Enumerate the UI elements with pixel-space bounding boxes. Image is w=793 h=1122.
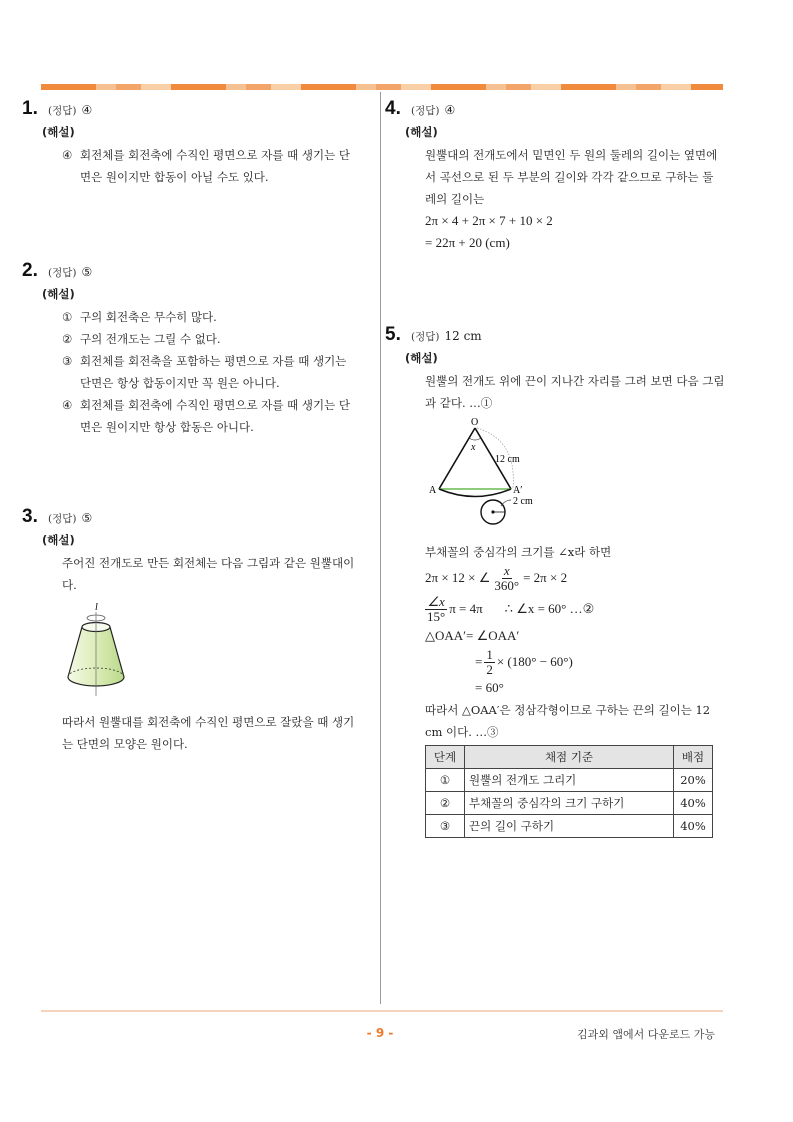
- explanation-text: 부채꼴의 중심각의 크기를 ∠x라 하면: [425, 545, 612, 559]
- table-row: ③ 끈의 길이 구하기 40%: [426, 815, 713, 838]
- explanation-text: 따라서 원뿔대를 회전축에 수직인 평면으로 잘랐을 때 생기는 단면의 모양은 원이다.: [62, 715, 355, 751]
- problem-number: 1.: [22, 98, 38, 119]
- svg-text:A: A: [429, 485, 437, 496]
- explanation-label: (해설): [405, 351, 438, 365]
- explanation-item: ④ 회전체를 회전축에 수직인 평면으로 자를 때 생기는 단면은 원이지만 항상 합동은 아니다.: [62, 398, 350, 434]
- cone-net-figure: [425, 414, 725, 539]
- answer-label: (정답): [411, 105, 440, 117]
- svg-text:x: x: [471, 442, 476, 453]
- explanation-item: ④ 회전체를 회전축에 수직인 평면으로 자를 때 생기는 단면은 원이지만 합동이 아닐 수도 있다.: [62, 148, 350, 184]
- scoring-table: [425, 745, 713, 838]
- explanation-label: (해설): [42, 287, 75, 301]
- answer-label: (정답): [411, 331, 440, 343]
- problem-2: [22, 260, 372, 438]
- table-header-row: 단계 채점 기준 배점: [426, 746, 713, 769]
- svg-text:A′: A′: [513, 485, 523, 496]
- footer-note: 김과외 앱에서 다운로드 가능: [576, 1028, 715, 1041]
- problem-1: [22, 98, 372, 188]
- truncated-cone-figure: [62, 600, 360, 705]
- explanation-item: ② 구의 전개도는 그릴 수 없다.: [62, 332, 221, 346]
- answer-value: ⑤: [81, 511, 93, 525]
- page-number: - 9 -: [366, 1026, 394, 1040]
- problem-number: 5.: [385, 324, 401, 345]
- answer-label: (정답): [48, 105, 77, 117]
- problem-number: 2.: [22, 260, 38, 281]
- equation: △OAA′= ∠OAA′: [425, 628, 520, 643]
- svg-text:O: O: [471, 417, 479, 428]
- answer-label: (정답): [48, 513, 77, 525]
- table-row: ① 원뿔의 전개도 그리기 20%: [426, 769, 713, 792]
- svg-text:2 cm: 2 cm: [513, 496, 533, 507]
- equation: = 60°: [475, 680, 504, 695]
- svg-text:12 cm: 12 cm: [495, 454, 520, 465]
- column-divider: [380, 92, 381, 1004]
- explanation-label: (해설): [42, 533, 75, 547]
- problem-3: [22, 506, 372, 755]
- answer-value: ⑤: [81, 265, 93, 279]
- answer-label: (정답): [48, 267, 77, 279]
- explanation-text: 원뿔의 전개도 위에 끈이 지나간 자리를 그려 보면 다음 그림과 같다. …①: [425, 374, 725, 410]
- footer-divider: [41, 1010, 723, 1012]
- explanation-text: 주어진 전개도로 만든 회전체는 다음 그림과 같은 원뿔대이다.: [62, 556, 355, 592]
- equation: = 22π + 20 (cm): [425, 235, 510, 250]
- problem-number: 3.: [22, 506, 38, 527]
- problem-number: 4.: [385, 98, 401, 119]
- answer-value: ④: [444, 103, 456, 117]
- explanation-text: 따라서 △OAA′은 정삼각형이므로 구하는 끈의 길이는 12 cm 이다. …③: [425, 703, 711, 739]
- answer-value: ④: [81, 103, 93, 117]
- equation: 2π × 12 × ∠ $\frac{x}{360^\circ}$ = 2π × 2: [425, 562, 568, 593]
- answer-value: 12 cm: [444, 329, 482, 343]
- problem-4: [385, 98, 730, 254]
- explanation-item: ③ 회전체를 회전축을 포함하는 평면으로 자를 때 생기는 단면은 항상 합동이지만 꼭 원은 아니다.: [62, 354, 347, 390]
- problem-5: [385, 324, 730, 838]
- explanation-label: (해설): [405, 125, 438, 139]
- explanation-item: ① 구의 회전축은 무수히 많다.: [62, 310, 217, 324]
- table-row: ② 부채꼴의 중심각의 크기 구하기 40%: [426, 792, 713, 815]
- svg-text:l: l: [95, 602, 98, 613]
- explanation-label: (해설): [42, 125, 75, 139]
- equation: $\frac{\angle x}{15^\circ}$ π = 4π ∴ ∠x = 60° …②: [427, 593, 595, 624]
- equation: 2π × 4 + 2π × 7 + 10 × 2: [425, 213, 553, 228]
- explanation-text: 원뿔대의 전개도에서 밑면인 두 원의 둘레의 길이는 옆면에서 곡선으로 된 두 부분의 길이와 각각 같으므로 구하는 둘레의 길이는: [425, 148, 718, 206]
- equation: = $\frac{1}{2}$ × (180° − 60°): [475, 646, 573, 677]
- header-decorative-bar: [41, 84, 723, 90]
